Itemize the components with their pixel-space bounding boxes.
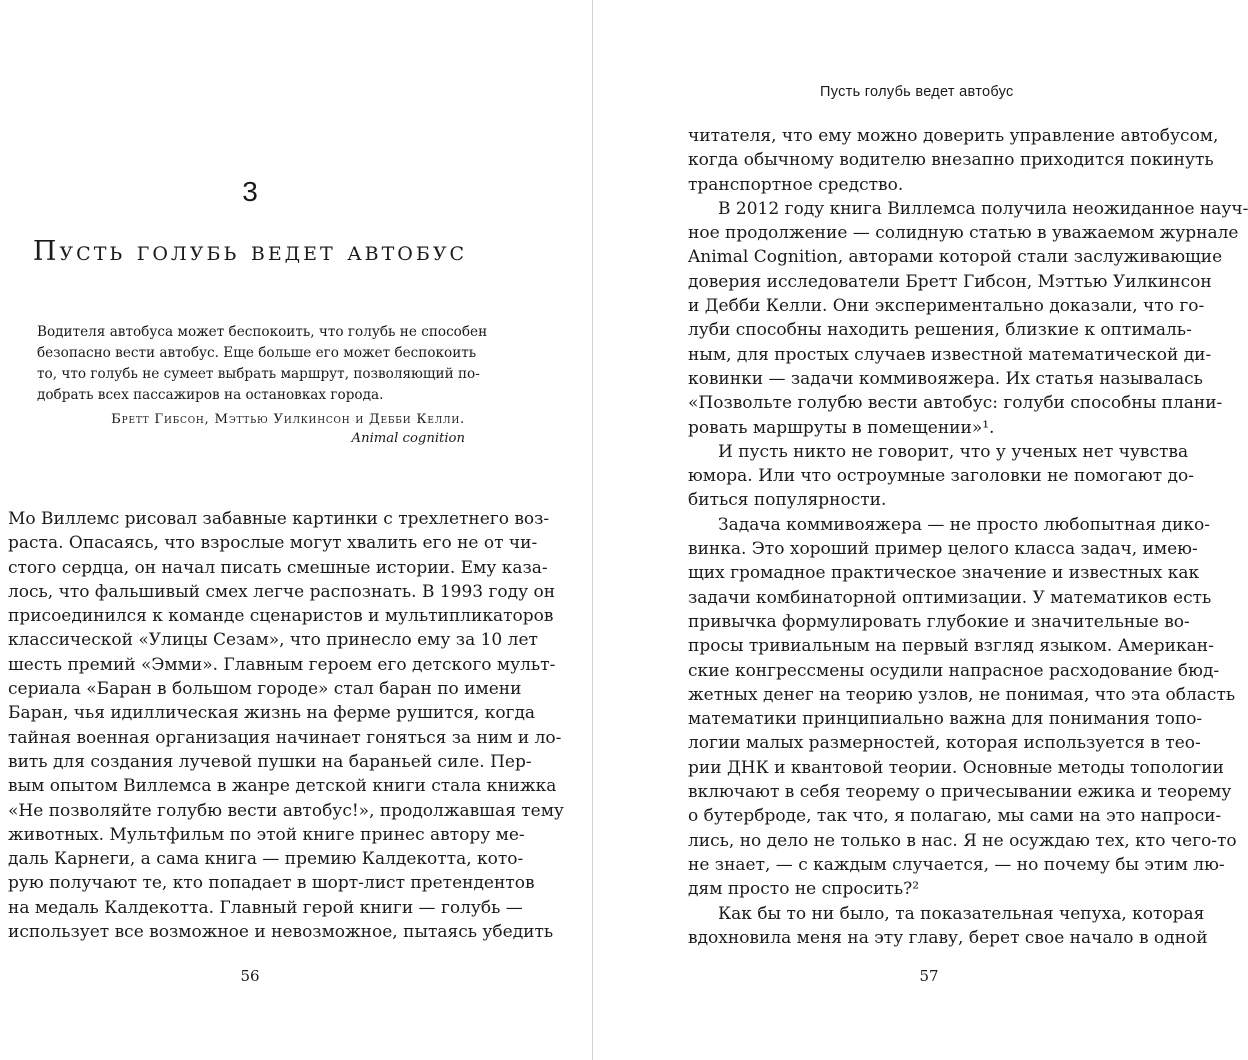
text-line: когда обычному водителю внезапно приходится покинуть <box>688 150 1214 171</box>
text-line: Баран, чья идиллическая жизнь на ферме рушится, когда <box>8 703 536 724</box>
text-line: рии ДНК и квантовой теории. Основные методы топологии <box>688 757 1224 778</box>
text-line: И пусть никто не говорит, что у ученых нет чувства <box>718 441 1189 462</box>
text-line: транспортное средство. <box>688 174 904 195</box>
text-line: вым опытом Виллемса в жанре детской книги стала книжка <box>8 776 557 797</box>
text-line: логии малых размерностей, которая используется в тео- <box>688 733 1201 754</box>
text-line: Animal Cognition, авторами которой стали заслуживающие <box>688 247 1223 268</box>
text-line: использует все возможное и невозможное, пытаясь убедить <box>8 922 554 943</box>
text-line: лось, что фальшивый смех легче распознать. В 1993 году он <box>8 581 556 602</box>
text-line: дям просто не спросить?² <box>688 879 920 900</box>
text-line: тайная военная организация начинает гоняться за ним и ло- <box>8 727 562 748</box>
text-line: о бутерброде, так что, я полагаю, мы сами на это напроси- <box>688 806 1222 827</box>
text-line: «Не позволяйте голубю вести автобус!», продолжавшая тему <box>8 800 564 821</box>
chapter-number: 3 <box>242 176 258 207</box>
epigraph-journal: Animal cognition <box>351 431 465 446</box>
epigraph-line: добрать всех пассажиров на остановках города. <box>37 387 384 403</box>
text-line: ковинки — задачи коммивояжера. Их статья называлась <box>688 368 1203 389</box>
text-line: даль Карнеги, а сама книга — премию Калдекотта, кото- <box>8 849 524 870</box>
page-number: 56 <box>240 967 260 985</box>
left-body-text <box>8 507 564 944</box>
text-line: биться популярности. <box>688 490 887 511</box>
text-line: ские конгрессмены осудили напрасное расходование бюд- <box>688 660 1220 681</box>
text-line: на медаль Калдекотта. Главный герой книги — голубь — <box>8 897 523 918</box>
text-line: математики принципиально важна для понимания топо- <box>688 709 1203 730</box>
text-line: В 2012 году книга Виллемса получила неожиданное науч- <box>718 198 1248 219</box>
text-line: шесть премий «Эмми». Главным героем его детского мульт- <box>8 654 556 675</box>
text-line: задачи комбинаторной оптимизации. У математиков есть <box>688 587 1212 608</box>
epigraph-line: безопасно вести автобус. Еще больше его может беспокоить <box>37 345 477 361</box>
chapter-title: Пусть голубь ведет автобус <box>32 236 468 267</box>
text-line: животных. Мультфильм по этой книге принес автору ме- <box>8 824 525 845</box>
text-line: доверия исследователи Бретт Гибсон, Мэттью Уилкинсон <box>688 271 1212 292</box>
epigraph-authors: Бретт Гибсон, Мэттью Уилкинсон и Дебби Келли. <box>111 412 465 427</box>
left-page <box>0 0 592 1060</box>
text-line: щих громадное практическое значение и известных как <box>688 563 1200 584</box>
text-line: ровать маршруты в помещении»¹. <box>688 417 995 438</box>
text-line: не знает, — с каждым случается, — но почему бы этим лю- <box>688 854 1225 875</box>
page-number: 57 <box>919 967 939 985</box>
text-line: «Позвольте голубю вести автобус: голуби способны плани- <box>688 393 1223 414</box>
text-line: Задача коммивояжера — не просто любопытная дико- <box>718 514 1210 535</box>
text-line: сериала «Баран в большом городе» стал баран по имени <box>8 679 522 700</box>
text-line: луби способны находить решения, близкие к оптималь- <box>688 320 1192 341</box>
text-line: Мо Виллемс рисовал забавные картинки с трехлетнего воз- <box>8 509 550 529</box>
right-body-text <box>688 124 1248 950</box>
text-line: просы тривиальным на первый взгляд языком. Американ- <box>688 636 1214 657</box>
epigraph-line: Водителя автобуса может беспокоить, что голубь не способен <box>37 324 488 340</box>
text-line: жетных денег на теорию узлов, не понимая, что эта область <box>688 684 1236 705</box>
text-line: Как бы то ни было, та показательная чепуха, которая <box>718 903 1205 924</box>
text-line: включают в себя теорему о причесывании ежика и теорему <box>688 782 1232 803</box>
text-line: классической «Улицы Сезам», что принесло ему за 10 лет <box>8 630 538 651</box>
running-head: Пусть голубь ведет автобус <box>820 84 1014 100</box>
epigraph-line: то, что голубь не сумеет выбрать маршрут, позволяющий по- <box>37 366 480 382</box>
text-line: ным, для простых случаев известной математической ди- <box>688 344 1212 365</box>
text-line: присоединился к команде сценаристов и мультипликаторов <box>8 606 554 627</box>
text-line: ное продолжение — солидную статью в уважаемом журнале <box>688 223 1239 244</box>
text-line: рую получают те, кто попадает в шорт-лист претендентов <box>8 873 535 894</box>
text-line: стого сердца, он начал писать смешные истории. Ему каза- <box>8 557 548 578</box>
text-line: лись, но дело не только в нас. Я не осуждаю тех, кто чего-то <box>688 830 1237 851</box>
text-line: читателя, что ему можно доверить управление автобусом, <box>688 126 1219 146</box>
right-page <box>594 0 1248 1060</box>
text-line: винка. Это хороший пример целого класса задач, имею- <box>688 539 1198 560</box>
text-line: привычка формулировать глубокие и значительные во- <box>688 611 1190 632</box>
epigraph <box>37 322 488 406</box>
text-line: раста. Опасаясь, что взрослые могут хвалить его не от чи- <box>8 533 538 554</box>
epigraph-attribution <box>37 410 465 448</box>
text-line: вить для создания лучевой пушки на бараньей силе. Пер- <box>8 751 532 772</box>
text-line: вдохновила меня на эту главу, берет свое начало в одной <box>688 927 1208 948</box>
text-line: юмора. Или что остроумные заголовки не помогают до- <box>688 466 1194 487</box>
text-line: и Дебби Келли. Они экспериментально доказали, что го- <box>688 296 1205 317</box>
